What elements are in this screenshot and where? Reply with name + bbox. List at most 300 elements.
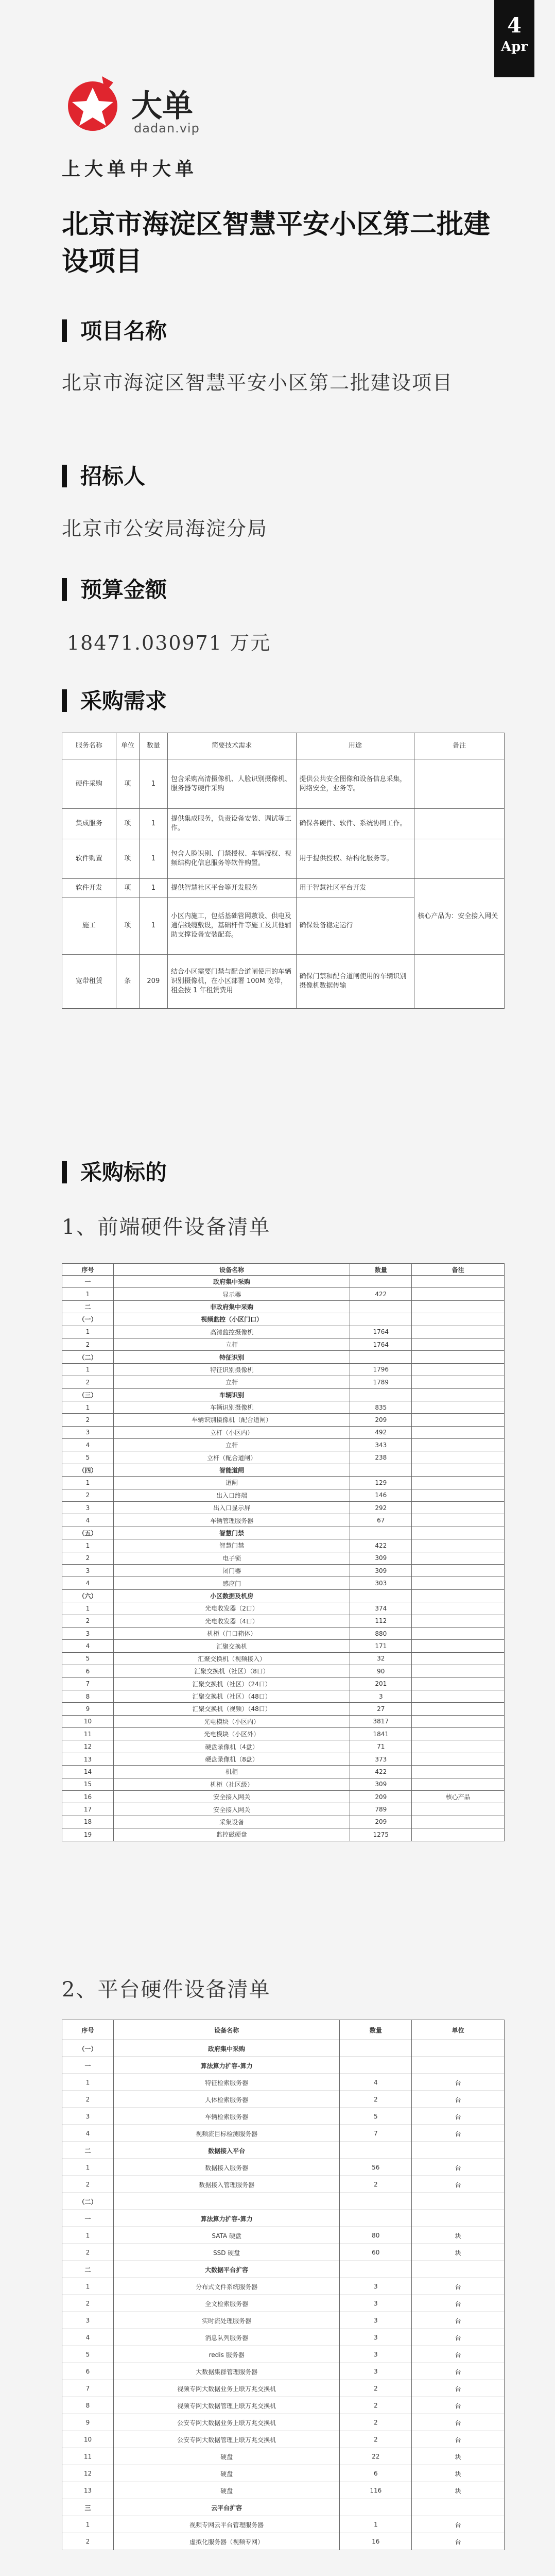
table-cell: 10 bbox=[62, 1715, 114, 1727]
table-cell: 立杆 bbox=[113, 1376, 350, 1388]
table-cell: 光电模块（小区内） bbox=[113, 1715, 350, 1727]
table-row bbox=[62, 2210, 505, 2227]
table-cell: 1 bbox=[62, 1401, 114, 1413]
table-cell bbox=[412, 2040, 505, 2057]
table-cell: 16 bbox=[62, 1791, 114, 1803]
table-cell: 309 bbox=[350, 1552, 412, 1564]
table-cell: 块 bbox=[412, 2482, 505, 2499]
table-cell: 三 bbox=[62, 2499, 114, 2516]
table-cell bbox=[412, 1300, 505, 1313]
table-cell bbox=[412, 1288, 505, 1300]
table-cell bbox=[412, 2193, 505, 2210]
table-cell: （五） bbox=[62, 1527, 114, 1539]
table-cell: 422 bbox=[350, 1288, 412, 1300]
table-cell: 6 bbox=[62, 1665, 114, 1677]
table-cell: 4 bbox=[62, 1577, 114, 1589]
table-cell: 包含人脸识别、门禁授权、车辆授权、视频结构化信息服务等软件购置。 bbox=[167, 839, 296, 879]
table-cell: 提供集成服务，负责设备安装、调试等工作。 bbox=[167, 809, 296, 839]
table-cell: redis 服务器 bbox=[113, 2346, 339, 2363]
table-row bbox=[62, 2074, 505, 2091]
table-cell: 公安专网大数据业务上联万兆交换机 bbox=[113, 2414, 339, 2431]
table-cell bbox=[412, 1527, 505, 1539]
section-heading-project-name bbox=[62, 314, 167, 345]
table-row bbox=[62, 2329, 505, 2346]
table-row bbox=[62, 1640, 505, 1652]
table-row bbox=[62, 2057, 505, 2074]
table-cell: 项 bbox=[116, 839, 139, 879]
table-cell: 3 bbox=[340, 2295, 412, 2312]
table-row bbox=[62, 2346, 505, 2363]
table-cell: 209 bbox=[350, 1816, 412, 1828]
table-cell: 19 bbox=[62, 1828, 114, 1841]
table-cell: 1 bbox=[62, 1539, 114, 1552]
table-cell bbox=[412, 1388, 505, 1401]
table-cell: 包含采购高清摄像机、人脸识别摄像机、服务器等硬件采购 bbox=[167, 759, 296, 809]
budget-value: 18471.030971 万元 bbox=[67, 632, 271, 654]
table-cell: 立杆（配合道闸） bbox=[113, 1451, 350, 1464]
table-cell: 1 bbox=[62, 1326, 114, 1338]
table-row bbox=[62, 2312, 505, 2329]
table-row bbox=[62, 2142, 505, 2159]
section-heading-budget bbox=[62, 573, 167, 604]
table-cell: 2 bbox=[62, 2176, 114, 2193]
table-cell: 算法算力扩容-算力 bbox=[113, 2057, 339, 2074]
table-header-cell: 序号 bbox=[62, 1264, 114, 1276]
table-cell: 二 bbox=[62, 2142, 114, 2159]
table-cell: 出入口终端 bbox=[113, 1489, 350, 1501]
table-cell: 台 bbox=[412, 2125, 505, 2142]
table-cell: 汇聚交换机（视频）（48口） bbox=[113, 1703, 350, 1715]
date-badge bbox=[494, 0, 534, 77]
table-cell: SATA 硬盘 bbox=[113, 2227, 339, 2244]
table-cell: 硬盘 bbox=[113, 2465, 339, 2482]
table-cell bbox=[412, 1740, 505, 1753]
table-cell: 用于提供授权、结构化服务等。 bbox=[296, 839, 414, 879]
table-cell: 374 bbox=[350, 1602, 412, 1615]
project-name-value: 北京市海淀区智慧平安小区第二批建设项目 bbox=[62, 371, 454, 394]
table-cell bbox=[412, 1376, 505, 1388]
date-month: Apr bbox=[500, 39, 528, 55]
table-cell: 台 bbox=[412, 2516, 505, 2533]
table-cell: 2 bbox=[340, 2397, 412, 2414]
table-cell: 虚拟化服务器（视频专网） bbox=[113, 2533, 339, 2550]
table-cell: 2 bbox=[62, 1376, 114, 1388]
table-row bbox=[62, 839, 505, 879]
table-cell: 台 bbox=[412, 2380, 505, 2397]
table-header-cell: 用途 bbox=[296, 733, 414, 759]
table-cell bbox=[340, 2193, 412, 2210]
table-cell: 309 bbox=[350, 1778, 412, 1790]
table-cell: 309 bbox=[350, 1564, 412, 1577]
table-row bbox=[62, 2091, 505, 2108]
table-cell: 台 bbox=[412, 2159, 505, 2176]
table-row bbox=[62, 1338, 505, 1350]
table-row bbox=[62, 1766, 505, 1778]
table-cell: 201 bbox=[350, 1677, 412, 1690]
table-row bbox=[62, 2397, 505, 2414]
table-row bbox=[62, 1439, 505, 1451]
table-cell: 5 bbox=[340, 2108, 412, 2125]
table-cell bbox=[412, 2499, 505, 2516]
date-day: 4 bbox=[507, 13, 522, 38]
table-cell: 1 bbox=[62, 1288, 114, 1300]
table-cell: 安全接入网关 bbox=[113, 1791, 350, 1803]
table-cell: SSD 硬盘 bbox=[113, 2244, 339, 2261]
table-cell: 确保门禁和配合道闸使用的车辆识别摄像机数据传输 bbox=[296, 955, 414, 1009]
table-cell bbox=[412, 1640, 505, 1652]
table-cell: 机柜（门口箱体） bbox=[113, 1627, 350, 1639]
table-cell: 闭门器 bbox=[113, 1564, 350, 1577]
table-cell bbox=[412, 1451, 505, 1464]
table-cell: 4 bbox=[62, 2125, 114, 2142]
table-cell: 台 bbox=[412, 2346, 505, 2363]
table-cell bbox=[412, 1414, 505, 1426]
table-cell: 3 bbox=[62, 2108, 114, 2125]
table-row bbox=[62, 1665, 505, 1677]
table-cell: 软件购置 bbox=[62, 839, 116, 879]
table-row bbox=[62, 1502, 505, 1514]
table-cell: 1 bbox=[62, 2159, 114, 2176]
table-cell: 车辆检索服务器 bbox=[113, 2108, 339, 2125]
table-cell: 特征识别摄像机 bbox=[113, 1363, 350, 1376]
table-cell: 光电收发器（2口） bbox=[113, 1602, 350, 1615]
table-cell: 3 bbox=[62, 1564, 114, 1577]
table-cell: 11 bbox=[62, 1728, 114, 1740]
table-cell: 大数据集群管理服务器 bbox=[113, 2363, 339, 2380]
table-cell bbox=[412, 1589, 505, 1602]
table-row bbox=[62, 2193, 505, 2210]
table-cell: 5 bbox=[62, 1451, 114, 1464]
table-cell bbox=[412, 1564, 505, 1577]
requirements-table bbox=[62, 733, 505, 1009]
table-cell: 1 bbox=[62, 1363, 114, 1376]
brand-domain: dadan.vip bbox=[134, 121, 200, 135]
table-cell: 303 bbox=[350, 1577, 412, 1589]
table-header-cell: 数量 bbox=[139, 733, 167, 759]
table-header-cell: 备注 bbox=[412, 1264, 505, 1276]
table-cell bbox=[412, 1363, 505, 1376]
table-cell: 监控磁硬盘 bbox=[113, 1828, 350, 1841]
table-cell: 112 bbox=[350, 1615, 412, 1627]
table-cell: 宽带租赁 bbox=[62, 955, 116, 1009]
table-cell bbox=[412, 1464, 505, 1476]
table-row bbox=[62, 1728, 505, 1740]
section-heading-target bbox=[62, 1156, 167, 1187]
section-label: 招标人 bbox=[80, 464, 146, 489]
table-cell: 6 bbox=[62, 2363, 114, 2380]
table-cell bbox=[414, 955, 505, 1009]
table-cell: 422 bbox=[350, 1539, 412, 1552]
table-cell: 小区内施工，包括基础管网敷设、供电及通信线缆敷设，基础杆件等施工及其他辅助支撑设备安装配套。 bbox=[167, 897, 296, 955]
table-cell: 238 bbox=[350, 1451, 412, 1464]
table-cell: 采集设备 bbox=[113, 1816, 350, 1828]
table-cell: 一 bbox=[62, 2210, 114, 2227]
table-cell bbox=[412, 1703, 505, 1715]
table-cell: 3 bbox=[340, 2329, 412, 2346]
table-cell bbox=[412, 1552, 505, 1564]
table-cell: 71 bbox=[350, 1740, 412, 1753]
table-cell: 2 bbox=[62, 2295, 114, 2312]
table-row bbox=[62, 1401, 505, 1413]
table-cell bbox=[412, 2057, 505, 2074]
table-cell: 台 bbox=[412, 2397, 505, 2414]
table-cell: 汇聚交换机（社区）（8口） bbox=[113, 1665, 350, 1677]
table-cell: 车辆识别摄像机 bbox=[113, 1401, 350, 1413]
table-cell: 2 bbox=[340, 2091, 412, 2108]
table-row bbox=[62, 1703, 505, 1715]
platform-hardware-table bbox=[62, 2020, 505, 2550]
table-row bbox=[62, 2278, 505, 2295]
table-cell: 感应门 bbox=[113, 1577, 350, 1589]
table-cell: 7 bbox=[62, 2380, 114, 2397]
table-cell: 14 bbox=[62, 1766, 114, 1778]
table-cell bbox=[412, 1502, 505, 1514]
table-cell: 高清监控摄像机 bbox=[113, 1326, 350, 1338]
section-bar bbox=[62, 319, 67, 342]
table-cell: 块 bbox=[412, 2465, 505, 2482]
table-row bbox=[62, 1791, 505, 1803]
brand-name: 大单 bbox=[131, 88, 193, 124]
table-cell: 146 bbox=[350, 1489, 412, 1501]
table-cell bbox=[412, 1803, 505, 1816]
table-cell bbox=[350, 1589, 412, 1602]
table-cell: 3 bbox=[62, 1426, 114, 1438]
table-row bbox=[62, 759, 505, 809]
table-cell: 核心产品为：安全接入网关 bbox=[414, 879, 505, 955]
table-cell: 台 bbox=[412, 2278, 505, 2295]
table-cell: 车辆识别 bbox=[113, 1388, 350, 1401]
section-bar bbox=[62, 578, 67, 601]
table-cell: 台 bbox=[412, 2533, 505, 2550]
table-cell: 分布式文件系统服务器 bbox=[113, 2278, 339, 2295]
table-cell: 12 bbox=[62, 2465, 114, 2482]
requirements-table-wrap bbox=[62, 733, 505, 1009]
table-cell: 1 bbox=[340, 2516, 412, 2533]
table-row bbox=[62, 809, 505, 839]
section-bar bbox=[62, 689, 67, 712]
table-cell: 汇聚交换机（社区）（48口） bbox=[113, 1690, 350, 1702]
table-cell: 9 bbox=[62, 2414, 114, 2431]
table-row bbox=[62, 2176, 505, 2193]
table-cell: 18 bbox=[62, 1816, 114, 1828]
table-cell bbox=[412, 2142, 505, 2159]
table-cell: 公安专网大数据管理上联万兆交换机 bbox=[113, 2431, 339, 2448]
section-heading-tenderer bbox=[62, 460, 145, 490]
table-cell bbox=[340, 2499, 412, 2516]
table-cell bbox=[340, 2261, 412, 2278]
table-cell: 2 bbox=[62, 1615, 114, 1627]
table-cell: 机柜 bbox=[113, 1766, 350, 1778]
table-cell: 数据接入服务器 bbox=[113, 2159, 339, 2176]
table-cell: 数据接入管理服务器 bbox=[113, 2176, 339, 2193]
table-cell: 1796 bbox=[350, 1363, 412, 1376]
table-row bbox=[62, 1615, 505, 1627]
table-cell bbox=[412, 1828, 505, 1841]
table-cell bbox=[412, 1715, 505, 1727]
table-cell: 12 bbox=[62, 1740, 114, 1753]
table-cell: 171 bbox=[350, 1640, 412, 1652]
table-cell: 软件开发 bbox=[62, 879, 116, 897]
table-cell: 条 bbox=[116, 955, 139, 1009]
table-cell: 确保各硬件、软件、系统协同工作。 bbox=[296, 809, 414, 839]
table-cell: 1764 bbox=[350, 1326, 412, 1338]
table-cell: 出入口显示屏 bbox=[113, 1502, 350, 1514]
table-row bbox=[62, 2040, 505, 2057]
table-cell: （一） bbox=[62, 2040, 114, 2057]
table-cell: 209 bbox=[139, 955, 167, 1009]
table-cell: 视频流目标检测服务器 bbox=[113, 2125, 339, 2142]
table-cell: 880 bbox=[350, 1627, 412, 1639]
table-cell: 台 bbox=[412, 2363, 505, 2380]
table-cell: 智慧门禁 bbox=[113, 1527, 350, 1539]
table-cell: 3817 bbox=[350, 1715, 412, 1727]
table-cell: 一 bbox=[62, 1276, 114, 1288]
table-row bbox=[62, 1527, 505, 1539]
table-cell: 1 bbox=[62, 2074, 114, 2091]
table-row bbox=[62, 1514, 505, 1527]
table-row bbox=[62, 1451, 505, 1464]
table-cell: 5 bbox=[62, 1652, 114, 1665]
table-row bbox=[62, 1313, 505, 1326]
table-row bbox=[62, 2159, 505, 2176]
table-cell: 硬盘 bbox=[113, 2448, 339, 2465]
table-cell: 项 bbox=[116, 897, 139, 955]
table-row bbox=[62, 2465, 505, 2482]
table-cell bbox=[412, 1276, 505, 1288]
table-cell bbox=[350, 1388, 412, 1401]
table-row bbox=[62, 2227, 505, 2244]
platform-list-heading: 2、平台硬件设备清单 bbox=[62, 1978, 271, 2002]
table-cell bbox=[414, 809, 505, 839]
table-cell: 492 bbox=[350, 1426, 412, 1438]
table-cell bbox=[350, 1313, 412, 1326]
table-cell: 789 bbox=[350, 1803, 412, 1816]
table-row bbox=[62, 1803, 505, 1816]
table-cell: 3 bbox=[340, 2278, 412, 2295]
table-cell: 4 bbox=[62, 1640, 114, 1652]
table-cell bbox=[412, 1313, 505, 1326]
table-cell bbox=[340, 2040, 412, 2057]
table-cell: 台 bbox=[412, 2108, 505, 2125]
table-cell bbox=[414, 839, 505, 879]
table-row bbox=[62, 1426, 505, 1438]
table-cell: 智慧门禁 bbox=[113, 1539, 350, 1552]
table-cell: 台 bbox=[412, 2312, 505, 2329]
table-cell: 台 bbox=[412, 2176, 505, 2193]
table-cell: 7 bbox=[340, 2125, 412, 2142]
table-cell: 台 bbox=[412, 2074, 505, 2091]
section-label: 采购标的 bbox=[80, 1160, 167, 1185]
table-cell bbox=[412, 2261, 505, 2278]
table-cell: 209 bbox=[350, 1791, 412, 1803]
table-row bbox=[62, 1326, 505, 1338]
table-cell: 全文检索服务器 bbox=[113, 2295, 339, 2312]
table-cell bbox=[414, 759, 505, 809]
front-hardware-table bbox=[62, 1263, 505, 1841]
table-cell bbox=[412, 1816, 505, 1828]
table-cell bbox=[412, 1602, 505, 1615]
table-cell bbox=[412, 1477, 505, 1489]
table-cell: 16 bbox=[340, 2533, 412, 2550]
table-cell: 15 bbox=[62, 1778, 114, 1790]
table-cell bbox=[350, 1527, 412, 1539]
table-cell: （二） bbox=[62, 2193, 114, 2210]
table-cell: 算法算力扩容-算力 bbox=[113, 2210, 339, 2227]
table-row bbox=[62, 1351, 505, 1363]
table-row bbox=[62, 1288, 505, 1300]
table-cell: 硬盘录像机（4盘） bbox=[113, 1740, 350, 1753]
table-cell: 373 bbox=[350, 1753, 412, 1765]
table-cell bbox=[412, 1489, 505, 1501]
table-cell: 1 bbox=[62, 2516, 114, 2533]
table-row bbox=[62, 1414, 505, 1426]
table-cell bbox=[412, 2210, 505, 2227]
table-row bbox=[62, 1363, 505, 1376]
table-cell: 3 bbox=[62, 1502, 114, 1514]
table-cell: 块 bbox=[412, 2448, 505, 2465]
section-bar bbox=[62, 465, 67, 487]
table-cell bbox=[340, 2057, 412, 2074]
table-row bbox=[62, 1715, 505, 1727]
table-cell: 1 bbox=[139, 809, 167, 839]
table-cell bbox=[412, 1728, 505, 1740]
table-cell: 台 bbox=[412, 2091, 505, 2108]
table-row bbox=[62, 2431, 505, 2448]
table-cell: 实时流处理服务器 bbox=[113, 2312, 339, 2329]
table-cell: 硬盘 bbox=[113, 2482, 339, 2499]
table-row bbox=[62, 1690, 505, 1702]
table-cell: 4 bbox=[62, 1514, 114, 1527]
table-cell bbox=[113, 2193, 339, 2210]
table-cell: 一 bbox=[62, 2057, 114, 2074]
table-cell: 智能道闸 bbox=[113, 1464, 350, 1476]
front-list-heading: 1、前端硬件设备清单 bbox=[62, 1215, 271, 1239]
table-cell: 提供智慧社区平台等开发服务 bbox=[167, 879, 296, 897]
table-cell: 提供公共安全图像和设备信息采集，网络安全，业务等。 bbox=[296, 759, 414, 809]
table-row bbox=[62, 1627, 505, 1639]
table-row bbox=[62, 2516, 505, 2533]
table-cell: 项 bbox=[116, 879, 139, 897]
table-cell bbox=[412, 1677, 505, 1690]
table-row bbox=[62, 1740, 505, 1753]
table-cell: 车辆管理服务器 bbox=[113, 1514, 350, 1527]
table-cell: 汇聚交换机 bbox=[113, 1640, 350, 1652]
table-cell: 4 bbox=[62, 1439, 114, 1451]
table-cell: 835 bbox=[350, 1401, 412, 1413]
table-cell bbox=[412, 1665, 505, 1677]
table-cell: 3 bbox=[62, 1627, 114, 1639]
table-cell bbox=[412, 1539, 505, 1552]
table-cell bbox=[350, 1464, 412, 1476]
table-header-row bbox=[62, 2020, 505, 2040]
table-cell: 1 bbox=[139, 879, 167, 897]
table-header-row bbox=[62, 1264, 505, 1276]
table-cell: 10 bbox=[62, 2431, 114, 2448]
table-cell: 2 bbox=[62, 1338, 114, 1350]
table-cell: 块 bbox=[412, 2244, 505, 2261]
table-cell: 集成服务 bbox=[62, 809, 116, 839]
table-cell: 3 bbox=[62, 2312, 114, 2329]
table-cell: 1 bbox=[62, 1602, 114, 1615]
table-cell bbox=[412, 1615, 505, 1627]
table-header-cell: 服务名称 bbox=[62, 733, 116, 759]
table-cell: 云平台扩容 bbox=[113, 2499, 339, 2516]
table-header-cell: 序号 bbox=[62, 2020, 114, 2040]
table-cell bbox=[412, 1778, 505, 1790]
table-header-cell: 简要技术需求 bbox=[167, 733, 296, 759]
table-row bbox=[62, 2414, 505, 2431]
table-cell: 光电收发器（4口） bbox=[113, 1615, 350, 1627]
